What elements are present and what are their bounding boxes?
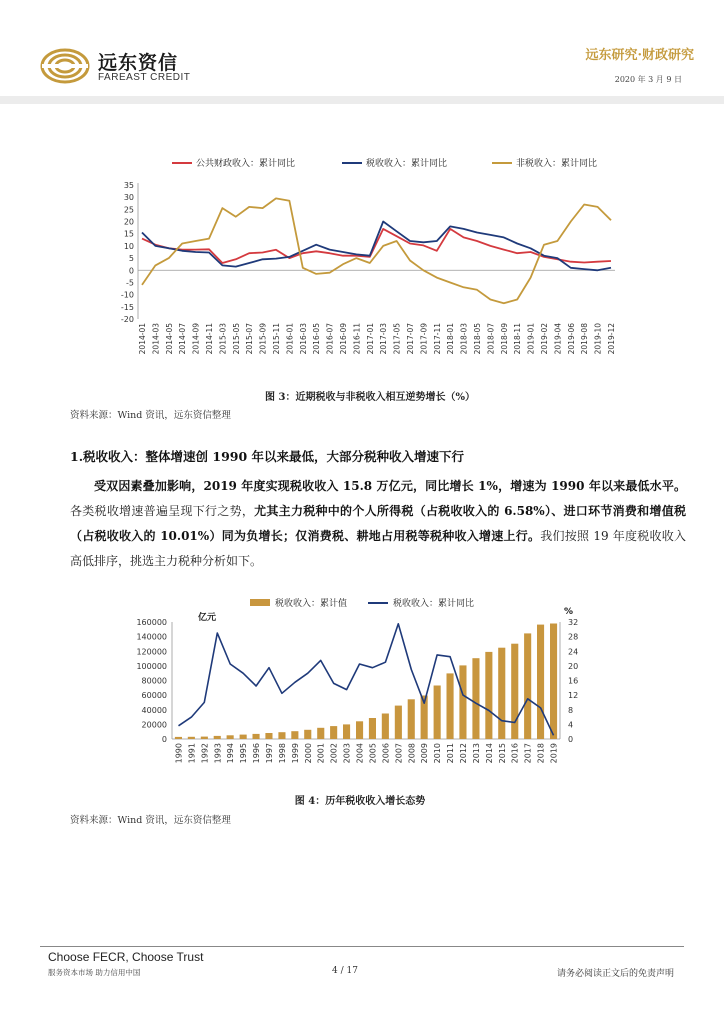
- bar: [356, 721, 363, 739]
- bar: [408, 699, 415, 739]
- x-tick-label: 2015-11: [272, 323, 281, 355]
- x-tick-label: 1998: [277, 743, 287, 764]
- x-tick-label: 2017-01: [365, 323, 375, 355]
- y-tick-label: -20: [120, 315, 134, 324]
- y-tick-label: 5: [128, 254, 134, 264]
- report-date: 2020 年 3 月 9 日: [614, 75, 682, 84]
- section-title: 1.税收收入：整体增速创 1990 年以来最低，大部分税种收入增速下行: [70, 449, 465, 464]
- bar: [201, 737, 208, 739]
- x-tick-label: 2015-05: [231, 323, 241, 355]
- y-right-tick-label: 0: [568, 735, 574, 744]
- y-left-tick-label: 60000: [141, 691, 167, 701]
- x-tick-label: 1992: [200, 743, 210, 764]
- bar: [240, 735, 247, 739]
- y-tick-label: 25: [123, 205, 134, 215]
- x-tick-label: 2017-07: [406, 323, 415, 355]
- chart1-svg: [110, 150, 630, 380]
- bar: [214, 736, 221, 739]
- chart-tax-nontax-growth: [110, 150, 630, 380]
- x-tick-label: 2014-11: [205, 323, 214, 355]
- y-left-tick-label: 40000: [141, 705, 167, 715]
- para-normal-1: 各类税收增速普遍呈现下行之势，: [70, 504, 255, 518]
- x-tick-label: 2014-01: [138, 323, 147, 355]
- para-normal-2: 我们按照 19 年度税收收入高低排序，挑选主力税种分析如下。: [70, 529, 686, 568]
- bar: [291, 731, 298, 739]
- y-tick-label: -5: [126, 278, 134, 288]
- y-left-tick-label: 120000: [136, 647, 167, 657]
- chart-annual-tax-revenue: [120, 594, 600, 780]
- y-tick-label: 15: [123, 229, 134, 239]
- bar: [227, 735, 234, 739]
- bar: [498, 648, 505, 739]
- y-right-tick-label: 4: [568, 720, 574, 730]
- x-tick-label: 2018-07: [486, 323, 496, 355]
- x-tick-label: 2017-09: [419, 323, 429, 355]
- x-tick-label: 2018-03: [459, 323, 469, 355]
- right-axis-unit: %: [564, 607, 574, 617]
- y-tick-label: 10: [123, 241, 134, 251]
- x-tick-label: 2000: [303, 743, 313, 764]
- bar: [278, 732, 285, 739]
- x-tick-label: 2014-07: [178, 323, 188, 355]
- x-tick-label: 2013: [471, 743, 481, 764]
- x-tick-label: 2004: [355, 743, 365, 764]
- x-tick-label: 2018-05: [473, 323, 482, 355]
- x-tick-label: 2018-11: [513, 323, 523, 355]
- legend-label: 公共财政收入：累计同比: [196, 159, 296, 169]
- y-right-tick-label: 12: [568, 691, 579, 701]
- x-tick-label: 2014-05: [164, 323, 174, 355]
- y-right-tick-label: 28: [568, 632, 579, 642]
- x-tick-label: 1993: [213, 743, 223, 764]
- footer-slogan-cn: 服务资本市场 助力信用中国: [48, 968, 141, 977]
- x-tick-label: 2019-04: [553, 323, 563, 355]
- y-right-tick-label: 32: [568, 618, 579, 627]
- y-left-tick-label: 100000: [136, 661, 167, 671]
- y-right-tick-label: 16: [568, 676, 579, 686]
- x-tick-label: 2005: [368, 743, 378, 764]
- left-axis-unit: 亿元: [198, 613, 217, 623]
- bar: [188, 737, 195, 739]
- figure3-source: 资料来源：Wind 资讯，远东资信整理: [70, 410, 231, 421]
- fareast-logo-icon: [40, 48, 90, 84]
- bar: [253, 734, 260, 739]
- para-bold-1: 受双因素叠加影响，2019 年度实现税收收入 15.8 万亿元，同比增长 1%，增速为 1990 年以来最低水平。: [94, 479, 686, 493]
- x-tick-label: 2006: [381, 743, 391, 764]
- x-tick-label: 2017-03: [379, 323, 389, 355]
- figure4-source: 资料来源：Wind 资讯，远东资信整理: [70, 815, 231, 826]
- legend-label: 税收收入：累计同比: [366, 159, 448, 169]
- bar: [304, 730, 311, 739]
- bar: [434, 686, 441, 740]
- page-header: [0, 0, 724, 104]
- report-tag: 远东研究·财政研究: [585, 48, 694, 63]
- x-tick-label: 2002: [329, 743, 339, 764]
- x-tick-label: 1999: [290, 743, 300, 764]
- chart2-svg: [120, 594, 600, 780]
- y-right-tick-label: 20: [568, 661, 579, 671]
- footer-slogan-en: Choose FECR, Choose Trust: [48, 950, 204, 964]
- bar: [265, 733, 272, 739]
- y-left-tick-label: 160000: [136, 618, 167, 627]
- x-tick-label: 2017-11: [432, 323, 442, 355]
- x-tick-label: 2019-12: [607, 323, 616, 355]
- x-tick-label: 2016-03: [298, 323, 308, 355]
- x-tick-label: 2001: [316, 743, 326, 764]
- x-tick-label: 2016-09: [339, 323, 348, 355]
- bar: [459, 665, 466, 739]
- x-tick-label: 1997: [265, 743, 274, 764]
- x-tick-label: 1994: [226, 743, 236, 764]
- y-tick-label: 35: [123, 181, 134, 190]
- bar: [343, 724, 350, 739]
- bar: [175, 737, 182, 739]
- legend-label: 税收收入：累计值: [275, 599, 348, 609]
- bar: [330, 726, 337, 739]
- legend-label: 税收收入：累计同比: [393, 599, 475, 609]
- x-tick-label: 2010: [433, 743, 443, 764]
- bar: [524, 633, 531, 739]
- bar: [485, 652, 492, 739]
- x-tick-label: 1990: [174, 743, 184, 764]
- y-left-tick-label: 20000: [141, 720, 167, 730]
- figure3-caption: 图 3：近期税收与非税收入相互逆势增长（%）: [265, 392, 475, 403]
- brand-name-cn: 远东资信: [98, 52, 179, 74]
- x-tick-label: 2003: [342, 743, 352, 764]
- bar: [472, 658, 479, 739]
- x-tick-label: 2008: [407, 743, 417, 764]
- x-tick-label: 2018-09: [499, 323, 509, 355]
- para-bold-2: 尤其主力税种中的个人所得税（占税收收入的 6.58%）、进口环节消费和增值税（占税收收入的 10.01%）同为负增长；仅消费税、耕地占用税等税种收入增速上行。: [70, 504, 686, 543]
- x-tick-label: 1996: [252, 743, 262, 764]
- x-tick-label: 2014-09: [191, 323, 201, 355]
- y-tick-label: -10: [120, 290, 134, 300]
- bar: [395, 706, 402, 739]
- bar: [550, 624, 557, 740]
- y-tick-label: 30: [123, 193, 134, 203]
- x-tick-label: 2007: [394, 743, 404, 764]
- x-tick-label: 2014: [484, 743, 494, 764]
- x-tick-label: 2016: [510, 743, 520, 764]
- y-right-tick-label: 24: [568, 647, 579, 657]
- x-tick-label: 2019-10: [593, 322, 603, 355]
- x-tick-label: 2019-06: [566, 323, 576, 355]
- y-left-tick-label: 80000: [141, 676, 167, 686]
- page-number: 4 / 17: [332, 966, 358, 976]
- x-tick-label: 2016-05: [312, 323, 322, 355]
- y-tick-label: -15: [120, 302, 134, 312]
- x-tick-label: 2015-09: [258, 323, 268, 355]
- x-tick-label: 1995: [239, 743, 249, 764]
- x-tick-label: 2018: [536, 743, 546, 764]
- y-left-tick-label: 140000: [136, 632, 167, 642]
- bar: [537, 625, 544, 739]
- x-tick-label: 2014-03: [151, 323, 161, 355]
- bar: [447, 673, 454, 739]
- x-tick-label: 2019-02: [540, 323, 549, 355]
- bar: [382, 714, 389, 740]
- x-tick-label: 2016-11: [352, 323, 362, 355]
- body-paragraph: [70, 474, 686, 574]
- bar: [317, 728, 324, 739]
- legend-label: 非税收入：累计同比: [516, 159, 598, 169]
- series-line: [142, 198, 611, 303]
- x-tick-label: 2011: [446, 743, 456, 764]
- legend-swatch: [250, 599, 270, 606]
- y-tick-label: 0: [128, 266, 134, 276]
- header-divider: [0, 96, 724, 104]
- x-tick-label: 2012: [459, 743, 468, 764]
- x-tick-label: 2016-07: [325, 323, 335, 355]
- x-tick-label: 2015: [497, 743, 507, 764]
- x-tick-label: 2019-08: [580, 323, 590, 355]
- x-tick-label: 2009: [420, 743, 430, 764]
- growth-line: [179, 624, 554, 736]
- x-tick-label: 2019-01: [526, 323, 536, 355]
- footer-disclaimer: 请务必阅读正文后的免责声明: [556, 969, 674, 979]
- x-tick-label: 1991: [187, 743, 197, 764]
- figure4-caption: 图 4：历年税收收入增长态势: [294, 796, 426, 807]
- series-line: [142, 229, 611, 263]
- x-tick-label: 2016-01: [285, 323, 295, 355]
- x-tick-label: 2017-05: [392, 323, 402, 355]
- bar: [511, 644, 518, 739]
- y-right-tick-label: 8: [568, 705, 574, 715]
- x-tick-label: 2017: [523, 743, 533, 764]
- brand-name-en: FAREAST CREDIT: [98, 72, 191, 83]
- bar: [369, 718, 376, 739]
- x-tick-label: 2015-07: [245, 323, 255, 355]
- y-left-tick-label: 0: [161, 735, 167, 744]
- x-tick-label: 2015-03: [218, 323, 228, 355]
- x-tick-label: 2018-01: [446, 323, 456, 355]
- y-tick-label: 20: [123, 217, 134, 227]
- x-tick-label: 2019: [549, 743, 559, 764]
- footer-divider: [40, 946, 684, 947]
